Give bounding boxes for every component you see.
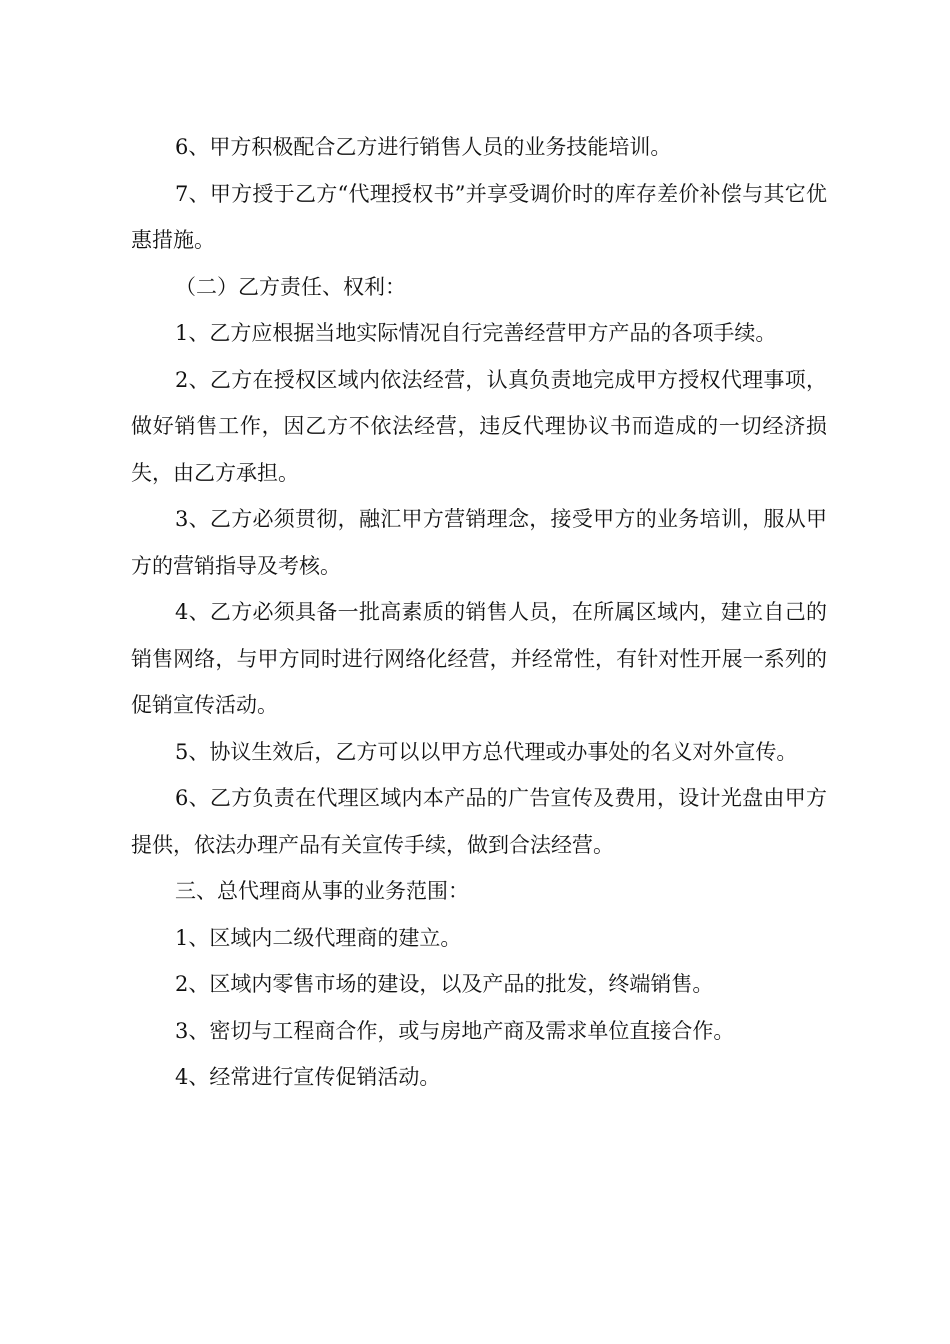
paragraph: 4、经常进行宣传促销活动。 — [175, 1065, 441, 1089]
document-body — [131, 124, 827, 1101]
paragraph: 3、密切与工程商合作，或与房地产商及需求单位直接合作。 — [175, 1018, 735, 1043]
paragraph: 7、甲方授于乙方“代理授权书”并享受调价时的库存差价补偿与其它优惠措施。 — [131, 181, 827, 252]
paragraph: 2、乙方在授权区域内依法经营，认真负责地完成甲方授权代理事项，做好销售工作，因乙方不依法经营，违反代理协议书而造成的一切经济损失，由乙方承担。 — [131, 367, 827, 485]
paragraph: 6、乙方负责在代理区域内本产品的广告宣传及费用，设计光盘由甲方提供，依法办理产品有关宣传手续，做到合法经营。 — [131, 786, 827, 857]
paragraph: 4、乙方必须具备一批高素质的销售人员，在所属区域内，建立自己的销售网络，与甲方同时进行网络化经营，并经常性，有针对性开展一系列的促销宣传活动。 — [131, 600, 827, 717]
section-heading: 三、总代理商从事的业务范围： — [175, 879, 469, 903]
paragraph: 2、区域内零售市场的建设，以及产品的批发，终端销售。 — [175, 972, 714, 996]
section-heading: （二）乙方责任、权利： — [175, 274, 406, 299]
paragraph: 1、乙方应根据当地实际情况自行完善经营甲方产品的各项手续。 — [175, 321, 777, 345]
paragraph: 3、乙方必须贯彻，融汇甲方营销理念，接受甲方的业务培训，服从甲方的营销指导及考核。 — [131, 507, 827, 578]
paragraph: 1、区域内二级代理商的建立。 — [175, 925, 462, 950]
paragraph: 5、协议生效后，乙方可以以甲方总代理或办事处的名义对外宣传。 — [175, 739, 798, 764]
paragraph: 6、甲方积极配合乙方进行销售人员的业务技能培训。 — [175, 135, 672, 159]
